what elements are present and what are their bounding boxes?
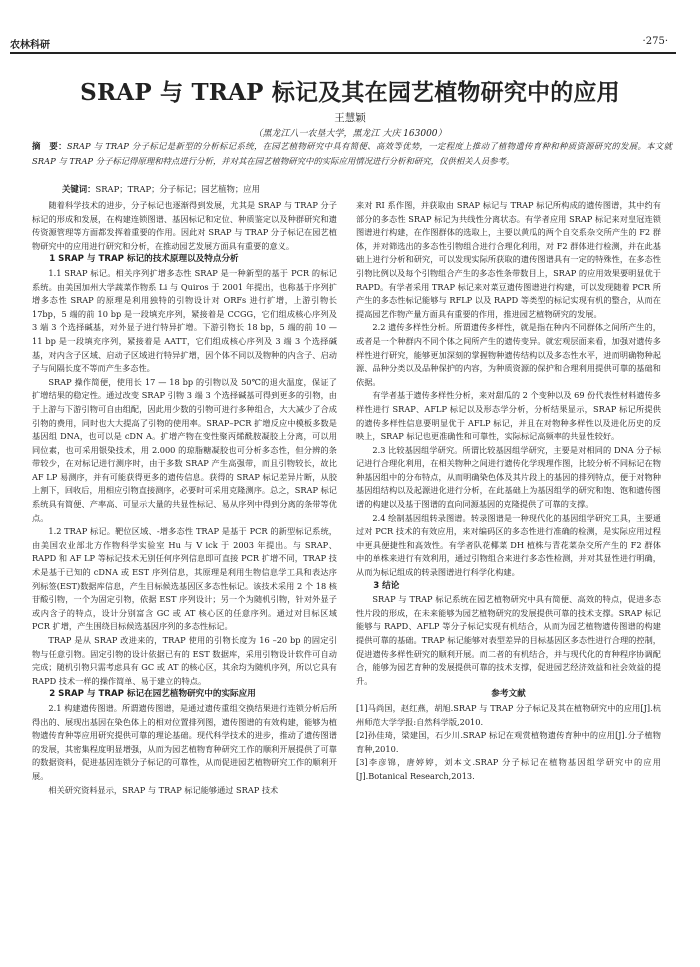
body-paragraph: 1.1 SRAP 标记。相关序列扩增多态性 SRAP 是一种新型的基于 PCR 的标记系统。由美国加州大学蔬菜作物系 Li 与 Quiros 于 2001 年提出，也称基于序列扩增多态性 SRAP 的原理是利用独特的引物设计对 ORFs 进行扩增，上游引物长 17bp，5 端的前 10 bp 是一段填充序列，紧接着是 CCGG，它们组成核心序列及 3 端 3 个选择碱基，对外显子进行特异扩增。下游引物长 18 bp，5 端的前 10 — 11 bp 是一段填充序列，紧接着是 AATT，它们组成核心序列及 3 端 3 个选择碱基，对内含子区域、启动子区域进行特异扩增，因个体不同以及物种的内含子、启动子与间隔长度不等而产生多态性。 (32, 267, 337, 374)
body-paragraph: TRAP 是从 SRAP 改进来的，TRAP 使用的引物长度为 16 –20 bp 的固定引物与任意引物。固定引物的设计依据已有的 EST 数据库，采用引物设计软件可自动完成；随机引物只需考虑具有 GC 或 AT 的核心区，其余均为随机序列，所以它具有 RAPD 技术一样的操作简单、易于建立的特点。 (32, 635, 337, 686)
abstract (32, 139, 672, 169)
keywords-label: 关键词： (62, 184, 96, 194)
author-affiliation: （黑龙江八一农垦大学，黑龙江 大庆 163000） (253, 129, 447, 139)
references-heading: 参考文献 (491, 689, 526, 700)
body-paragraph: 2.4 绘制基因组转录图谱。转录图谱是一种现代化的基因组学研究工具，主要通过对 PCR 技术的有效应用，来对编码区的多态性进行准确的检测，是实际应用过程中更具便捷性和高效性。有学者队花椰菜 DH 植株与青花菜杂交所产生的 F2 群体中的单株来进行有效利用，通过引物组合来进行多态性检测，并对其显性进行明确，从而为标记组成的转录图谱进行科学化构建。 (356, 512, 661, 578)
page-number: ·275· (642, 36, 668, 47)
author-name: 王慧颖 (334, 112, 366, 124)
reference-item: [1]马尚国，赵红燕，胡旭.SRAP 与 TRAP 分子标记及其在植物研究中的应用[J].杭州师范大学学报:自然科学版,2010. (356, 702, 661, 727)
body-paragraph: 来对 RI 系作图，并获取由 SRAP 标记与 TRAP 标记所构成的遗传图谱，其中约有部分的多态性 SRAP 标记为共线性分离状态。有学者应用 SRAP 标记来对皇冠连锁图谱进行构建，在作图群体的选取上，主要以黄瓜的两个自交系杂交所产生的 F2 群体，并对筛选出的多态性引物组合进行合理化利用，对 F2 群体进行检测，并在此基础上进行分析和研究，可以发现实际所获取的遗传图谱具有一定的特殊性，在多态性引物比例以及每个引物组合产生的多态性条带数目上，SRAP 的应用效果要明显优于 RAPD。有学者采用 TRAP 标记来对菜豆遗传图谱进行构建，可以发现随着 PCR 所产生的多态性标记能够与 RFLP 以及 RAPD 等类型的标记实现有机的整合，从而在提高园艺作物产量方面具有重要的作用，推进园艺植物研究的发展。 (356, 200, 661, 319)
header-rule (10, 52, 676, 54)
section-heading: 1 SRAP 与 TRAP 标记的技术原理以及特点分析 (49, 254, 239, 265)
abstract-text: SRAP 与 TRAP 分子标记是新型的分析标记系统，在园艺植物研究中具有简便、高效等优势，一定程度上推动了植物遗传育种和种质资源研究的发展。本文就 SRAP 与 TRAP 分子标记得原理和特点进行分析，并对其在园艺植物研究中的实际应用情况进行分析和研究，仅供相关人员参考。 (32, 141, 672, 166)
reference-item: [2]孙佳琦，梁建国，石少川.SRAP 标记在观赏植物遗传育种中的应用[J].分子植物育种,2010. (356, 730, 661, 754)
body-paragraph: 2.2 遗传多样性分析。所谓遗传多样性，就是指在种内不同群体之间所产生的，或者是一个种群内不同个体之间所产生的遗传变异。就宏观层面来看，加强对遗传多样性进行研究，能够更加深刻的掌握物种遗传结构以及多态性水平，进而明确物种起源、品种分类以及品种保护的内容，为种质资源的保护和合理利用提供可靠的基础和依据。 (356, 322, 661, 387)
article-title: SRAP 与 TRAP 标记及其在园艺植物研究中的应用 (80, 79, 620, 106)
keywords (62, 183, 260, 195)
body-paragraph: SRAP 操作简便，使用长 17 — 18 bp 的引物以及 50℃的退火温度，保证了扩增结果的稳定性。通过改变 SRAP 引物 3 端 3 个选择碱基可得到更多的引物，由于上游与下游引物可自由组配，因此用少数的引物可进行多种组合，大大减少了合成引物的费用，同时也大大提高了引物的使用率。SRAP–PCR 扩增反应中模板多数是基因组 DNA，也可以是 cDN A。扩增产物在变性聚丙烯酰胺凝胶上分离，可以用同位素，也可采用银染技术，用 2.000 的琼脂糖凝胶也可分析多态性，但分辨的条带较少，在对标记进行测序时，由于多数 SRAP 产生高强带，而且引物较长，故比 AF LP 易测序，并有可能获得更多的遗传信息。获得的 SRAP 标记差异片断，从胶上割下，回收后，用相应引物直接测序，必要时可采用克隆测序。总之，SRAP 标记系统具有简便、产率高、可显示大量的共显性标记、易从序列中得到分离的条带等优点。 (32, 376, 337, 523)
body-column-left (32, 199, 337, 797)
body-paragraph: 有学者基于遗传多样性分析，来对甜瓜的 2 个变种以及 69 份代表性材料遗传多样性进行 SRAP、AFLP 标记以及形态学分析，分析结果显示，SRAP 标记所提供的遗传多样性信息要明显优于 AFLP 标记，并且在对物种多样性以及进化历史的反映上，SRAP 标记也更准确性和可靠性，实际标记高频率的共显性较好。 (356, 390, 661, 442)
body-paragraph: 2.3 比较基因组学研究。所谓比较基因组学研究，主要是对相同的 DNA 分子标记进行合理化利用，在相关物种之间进行遗传化学现理作图，比较分析不同标记在物种基因组中的分布特点，从而明确染色体及其片段上的基因的排列特点，便于对物种基因组结构以及起源进化进行分析，在此基础上为基因组学的研究和饱、饱和遗传图谱的构建以及基于图谱的直向同源基因的克隆提供了可靠的支撑。 (356, 444, 661, 510)
body-paragraph: 2.1 构建遗传图谱。所谓遗传图谱，是通过遗传重组交换结果进行连锁分析后所得出的、展现出基因在染色体上的相对位置排列图，遗传图谱的有效构建，能够为植物遗传育种等应用研究提供可靠的理论基础。现代科学技术的进步，推动了遗传图谱的发展，其密集程度明显增强，从而为园艺植物育种研究工作的顺利开展提供了可靠的数据资料，促进基因连锁分子标记的可靠性，从而促进园艺植物研究工作的顺利开展。 (32, 702, 337, 781)
body-paragraph: 1.2 TRAP 标记。靶位区域、-增多态性 TRAP 是基于 PCR 的新型标记系统，由美国农业部北方作物科学实验室 Hu 与 V ick 于 2003 年提出。与 SRAP、RAPD 和 AF LP 等标记技术无别任何序列信息即可直接 PCR 扩增不同，TRAP 技术是基于已知的 cDNA 或 EST 序列信息，其原理是利用生物信息学工具和表达序列标签(EST)数据库信息，产生目标候选基因区多态性标记。该技术采用 2 个 18 核苷酸引物，一个为固定引物，依据 EST 序列设计；另一个为随机引物，针对外显子或内含子的特点，设计分别富含 GC 或 AT 核心区的任意序列。通过对目标区域 PCR 扩增，产生围绕目标候选基因序列的多态性标记。 (32, 526, 337, 632)
journal-name: 农林科研 (10, 40, 50, 51)
keywords-text: SRAP；TRAP；分子标记；园艺植物；应用 (95, 184, 261, 194)
body-paragraph: 相关研究资料显示，SRAP 与 TRAP 标记能够通过 SRAP 技术 (48, 784, 279, 795)
reference-item: [3]李彦锦，唐婷婷，刘本文.SRAP 分子标记在植物基因组学研究中的应用[J].Botanical Research,2013. (356, 757, 661, 781)
section-heading: 2 SRAP 与 TRAP 标记在园艺植物研究中的实际应用 (49, 689, 256, 700)
body-paragraph: SRAP 与 TRAP 标记系统在园艺植物研究中具有简便、高效的特点，促进多态性片段的形成，在未来能够为园艺植物研究的发展提供可靠的技术支撑。SRAP 标记能够与 RAPD、AFLP 等分子标记实现有机结合，从而为园艺植物遗传图谱的构建提供可靠的基础。TRAP 标记能够对表型差异的目标基因区多态性进行合理的控制，促进遗传多样性研究的顺利开展。而二者的有机结合，并与现代化的育种程序协调配合，能够为园艺育种的发展提供可靠的技术支撑，促进园艺经济效益和社会效益的提升。 (356, 594, 661, 686)
section-heading: 3 结论 (373, 580, 400, 591)
body-paragraph: 随着科学技术的进步，分子标记也逐渐得到发展，尤其是 SRAP 与 TRAP 分子标记的形成和发展，在构建连锁图谱、基因标记和定位、种质鉴定以及种群研究和遗传资源管理等方面都发挥着重要的作用。因此对 SRAP 与 TRAP 分子标记在园艺植物研究中的应用进行研究和分析，在推动园艺发展方面具有重要的意义。 (32, 200, 337, 251)
abstract-label: 摘 要： (32, 141, 67, 151)
body-column-right (356, 199, 661, 784)
